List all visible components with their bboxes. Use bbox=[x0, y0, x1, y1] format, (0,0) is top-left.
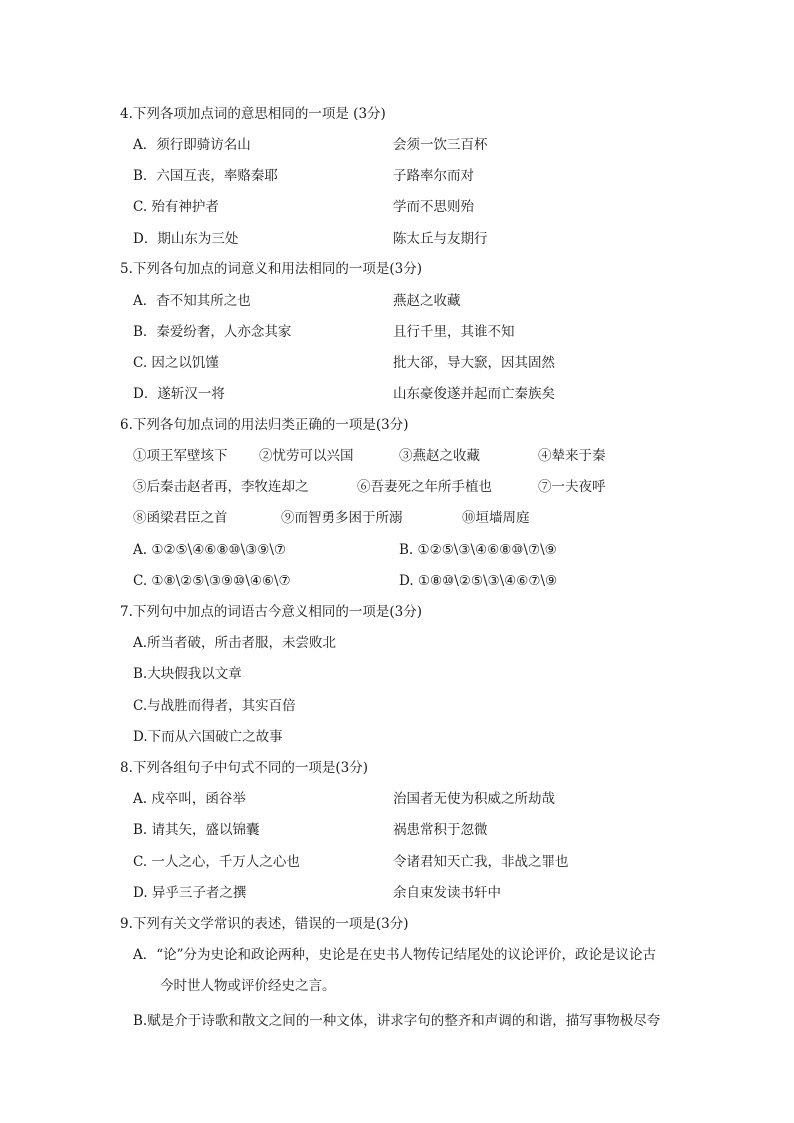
q6-option-d: D. ①⑧⑩\②⑤\③\④⑥⑦\⑨ bbox=[399, 573, 558, 589]
q6-item: ③燕赵之收藏 bbox=[399, 448, 480, 464]
q8-option-c-right: 令诸君知天亡我，非战之罪也 bbox=[393, 854, 569, 870]
q4-option-b-left: B．六国互丧，率赂秦耶 bbox=[133, 168, 278, 184]
q6-item: ⑧函梁君臣之首 bbox=[133, 510, 228, 526]
q5-option-d-left: D．遂斩汉一将 bbox=[133, 386, 225, 402]
q8-option-d-left: D. 异乎三子者之撰 bbox=[133, 885, 247, 901]
q9-option-a-line2: 今时世人物或评价经史之言。 bbox=[160, 978, 336, 994]
question-5-stem: 5.下列各句加点的词意义和用法相同的一项是(3分) bbox=[120, 261, 423, 277]
q9-option-a-line1: A．“论”分为史论和政论两种，史论是在史书人物传记结尾处的议论评价，政论是议论古 bbox=[133, 947, 657, 963]
q4-option-a-left: A．须行即骑访名山 bbox=[133, 137, 251, 153]
q6-item: ②忧劳可以兴国 bbox=[259, 448, 354, 464]
q5-option-c-left: C. 因之以饥馑 bbox=[133, 355, 219, 371]
q6-item: ⑦一夫夜呼 bbox=[538, 479, 606, 495]
q4-option-d-left: D．期山东为三处 bbox=[133, 231, 239, 247]
question-4-stem: 4.下列各项加点词的意思相同的一项是 (3分) bbox=[120, 106, 386, 122]
q7-option-b: B.大块假我以文章 bbox=[133, 666, 242, 682]
q6-item: ⑥吾妻死之年所手植也 bbox=[357, 479, 492, 495]
q6-option-c: C. ①⑧\②⑤\③⑨⑩\④⑥\⑦ bbox=[133, 573, 291, 589]
q4-option-b-right: 子路率尔而对 bbox=[393, 168, 474, 184]
q7-option-a: A.所当者破，所击者服，未尝败北 bbox=[133, 635, 337, 651]
q4-option-c-left: C. 殆有神护者 bbox=[133, 199, 219, 215]
q5-option-d-right: 山东豪俊遂并起而亡秦族矣 bbox=[393, 386, 555, 402]
q8-option-b-left: B. 请其矢，盛以锦囊 bbox=[133, 822, 260, 838]
q6-option-b: B. ①②⑤\③\④⑥⑧⑩\⑦\⑨ bbox=[399, 542, 557, 558]
q6-item: ⑩垣墙周庭 bbox=[462, 510, 530, 526]
q4-option-c-right: 学而不思则殆 bbox=[393, 199, 474, 215]
q5-option-b-left: B．秦爱纷奢，人亦念其家 bbox=[133, 324, 292, 340]
q6-item: ⑤后秦击赵者再，李牧连却之 bbox=[133, 479, 309, 495]
q8-option-c-left: C. 一人之心，千万人之心也 bbox=[133, 854, 300, 870]
q7-option-d: D.下而从六国破亡之故事 bbox=[133, 729, 283, 745]
q8-option-d-right: 余自束发读书轩中 bbox=[393, 885, 501, 901]
q5-option-a-left: A．杳不知其所之也 bbox=[133, 293, 251, 309]
question-9-stem: 9.下列有关文学常识的表述，错误的一项是(3分) bbox=[120, 916, 409, 932]
q6-item: ④辇来于秦 bbox=[538, 448, 606, 464]
q5-option-b-right: 且行千里，其谁不知 bbox=[393, 324, 515, 340]
q6-item: ⑨而智勇多困于所溺 bbox=[281, 510, 403, 526]
q9-option-b-line1: B.赋是介于诗歌和散文之间的一种文体，讲求字句的整齐和声调的和谐，描写事物极尽夸 bbox=[133, 1013, 661, 1029]
q8-option-a-left: A. 戍卒叫，函谷举 bbox=[133, 791, 246, 807]
question-8-stem: 8.下列各组句子中句式不同的一项是(3分) bbox=[120, 760, 369, 776]
q7-option-c: C.与战胜而得者，其实百倍 bbox=[133, 698, 296, 714]
q4-option-a-right: 会须一饮三百杯 bbox=[393, 137, 488, 153]
q4-option-d-right: 陈太丘与友期行 bbox=[393, 231, 488, 247]
q8-option-b-right: 祸患常积于忽微 bbox=[393, 822, 488, 838]
question-6-stem: 6.下列各句加点词的用法归类正确的一项是(3分) bbox=[120, 417, 409, 433]
question-7-stem: 7.下列句中加点的词语古今意义相同的一项是(3分) bbox=[120, 604, 423, 620]
q6-option-a: A. ①②⑤\④⑥⑧⑩\③⑨\⑦ bbox=[133, 542, 287, 558]
q6-item: ①项王军壁垓下 bbox=[133, 448, 228, 464]
q5-option-a-right: 燕赵之收藏 bbox=[393, 293, 461, 309]
q5-option-c-right: 批大郤，导大窾，因其固然 bbox=[393, 355, 555, 371]
q8-option-a-right: 治国者无使为积威之所劫哉 bbox=[393, 791, 555, 807]
